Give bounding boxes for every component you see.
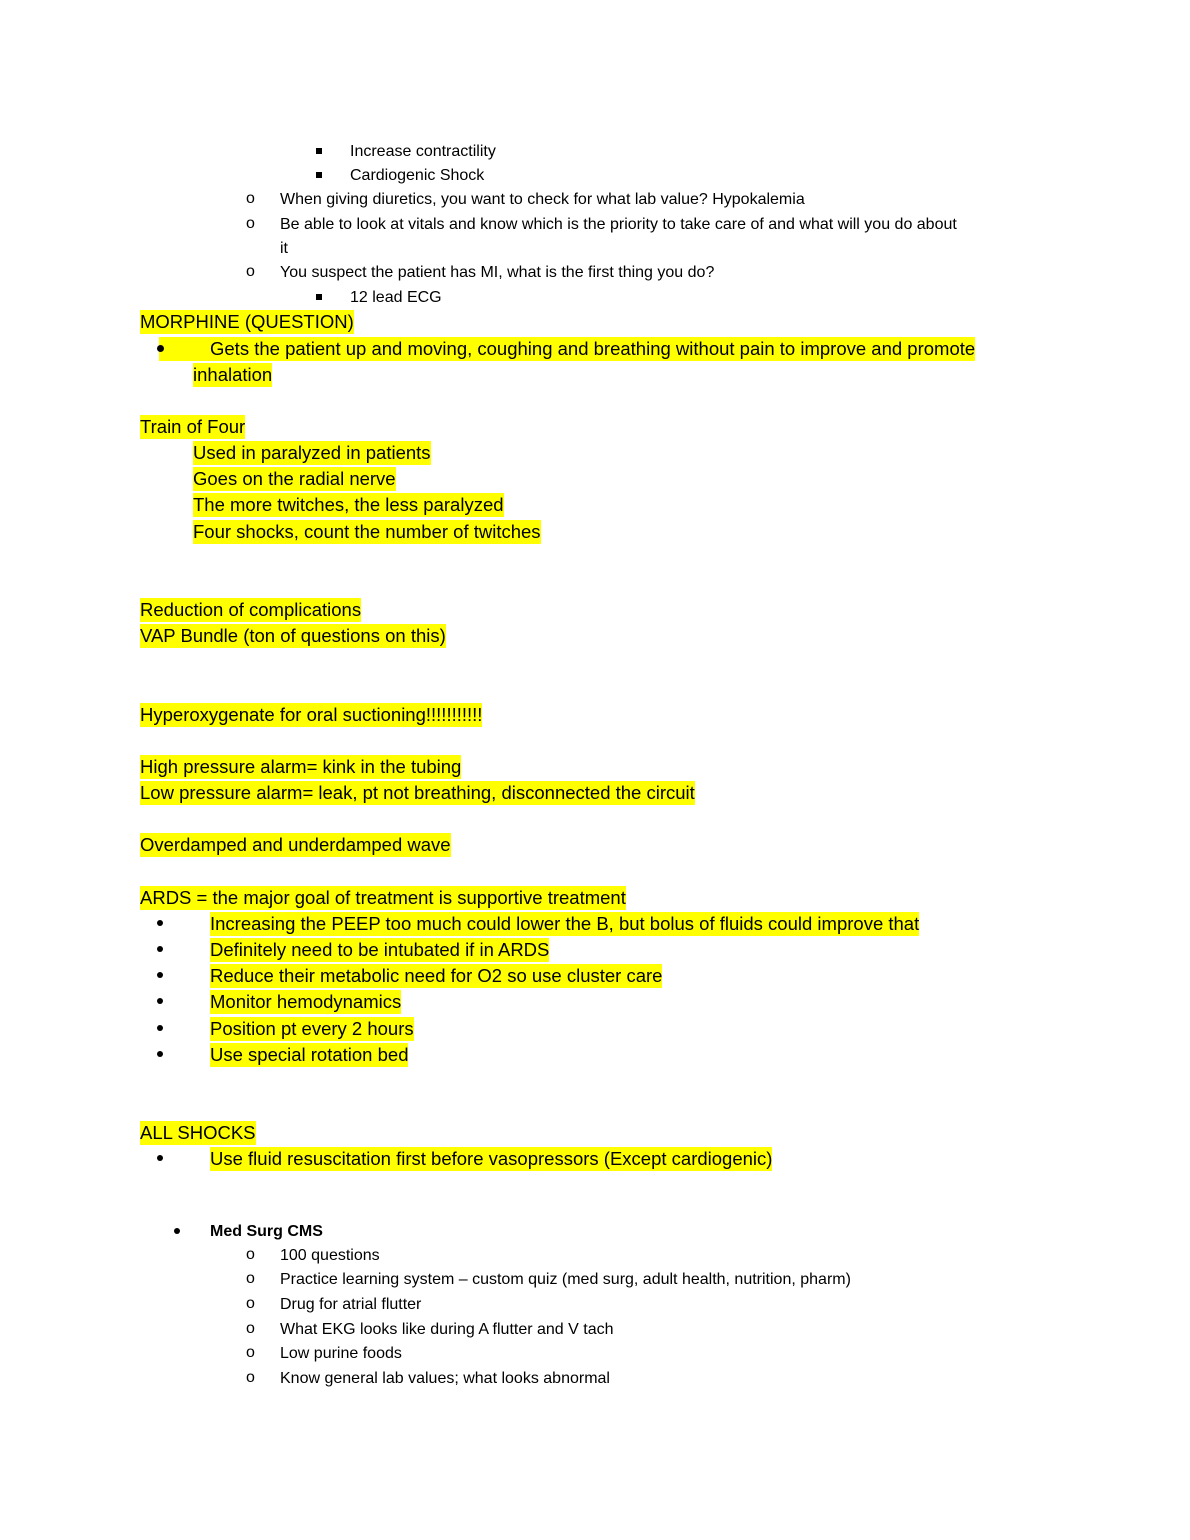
- list-item: You suspect the patient has MI, what is the first thing you do?: [280, 264, 715, 281]
- list-item: Drug for atrial flutter: [280, 1296, 422, 1313]
- indented-line: The more twitches, the less paralyzed: [193, 494, 504, 515]
- list-item: Definitely need to be intubated if in ARDS: [210, 939, 550, 960]
- list-item: Low purine foods: [280, 1345, 402, 1362]
- circle-bullet-icon: o: [246, 1369, 255, 1386]
- text-line: VAP Bundle (ton of questions on this): [140, 625, 446, 646]
- square-bullet-icon: [316, 148, 322, 154]
- circle-bullet-icon: o: [246, 190, 255, 207]
- list-item: Use special rotation bed: [210, 1044, 409, 1065]
- circle-bullet-icon: o: [246, 1320, 255, 1337]
- text-line: Low pressure alarm= leak, pt not breathing, disconnected the circuit: [140, 782, 695, 803]
- list-item: Increase contractility: [350, 143, 496, 160]
- bullet-icon: [157, 345, 164, 352]
- bullet-icon: [157, 1155, 163, 1161]
- list-item: Reduce their metabolic need for O2 so use cluster care: [210, 965, 663, 986]
- section-heading: ALL SHOCKS: [140, 1122, 256, 1143]
- list-item: 100 questions: [280, 1247, 380, 1264]
- section-heading: Med Surg CMS: [210, 1223, 323, 1240]
- bullet-icon: [157, 1051, 163, 1057]
- list-item: Know general lab values; what looks abnormal: [280, 1370, 610, 1387]
- list-item: Be able to look at vitals and know which is the priority to take care of and what will you do about: [280, 216, 957, 233]
- text-line: High pressure alarm= kink in the tubing: [140, 756, 462, 777]
- list-item: Practice learning system – custom quiz (med surg, adult health, nutrition, pharm): [280, 1271, 851, 1288]
- indented-line: Used in paralyzed in patients: [193, 442, 431, 463]
- circle-bullet-icon: o: [246, 1295, 255, 1312]
- list-item: When giving diuretics, you want to check for what lab value? Hypokalemia: [280, 191, 805, 208]
- text-line: Overdamped and underdamped wave: [140, 834, 451, 855]
- indented-line: Goes on the radial nerve: [193, 468, 396, 489]
- circle-bullet-icon: o: [246, 1270, 255, 1287]
- list-item: Position pt every 2 hours: [210, 1018, 414, 1039]
- highlight-bar: [159, 337, 211, 361]
- list-item: Gets the patient up and moving, coughing and breathing without pain to improve and promote: [210, 338, 976, 359]
- bullet-icon: [157, 972, 163, 978]
- list-item: What EKG looks like during A flutter and V tach: [280, 1321, 614, 1338]
- list-item: Increasing the PEEP too much could lower the B, but bolus of fluids could improve that: [210, 913, 920, 934]
- bullet-icon: [157, 946, 163, 952]
- circle-bullet-icon: o: [246, 1344, 255, 1361]
- section-heading: ARDS = the major goal of treatment is supportive treatment: [140, 887, 626, 908]
- section-heading: Train of Four: [140, 416, 246, 437]
- list-item: Monitor hemodynamics: [210, 991, 402, 1012]
- list-item-continuation: it: [280, 240, 288, 257]
- bullet-icon: [174, 1228, 180, 1234]
- list-item-continuation: inhalation: [193, 364, 273, 385]
- bullet-icon: [157, 998, 163, 1004]
- list-item: Use fluid resuscitation first before vasopressors (Except cardiogenic): [210, 1148, 773, 1169]
- circle-bullet-icon: o: [246, 263, 255, 280]
- circle-bullet-icon: o: [246, 215, 255, 232]
- bullet-icon: [157, 920, 163, 926]
- bullet-icon: [157, 1025, 163, 1031]
- square-bullet-icon: [316, 294, 322, 300]
- list-item: Cardiogenic Shock: [350, 167, 485, 184]
- square-bullet-icon: [316, 172, 322, 178]
- list-item: 12 lead ECG: [350, 289, 442, 306]
- circle-bullet-icon: o: [246, 1246, 255, 1263]
- section-heading: MORPHINE (QUESTION): [140, 311, 354, 332]
- indented-line: Four shocks, count the number of twitches: [193, 521, 541, 542]
- text-line: Reduction of complications: [140, 599, 362, 620]
- text-line: Hyperoxygenate for oral suctioning!!!!!!!!!!!: [140, 704, 483, 725]
